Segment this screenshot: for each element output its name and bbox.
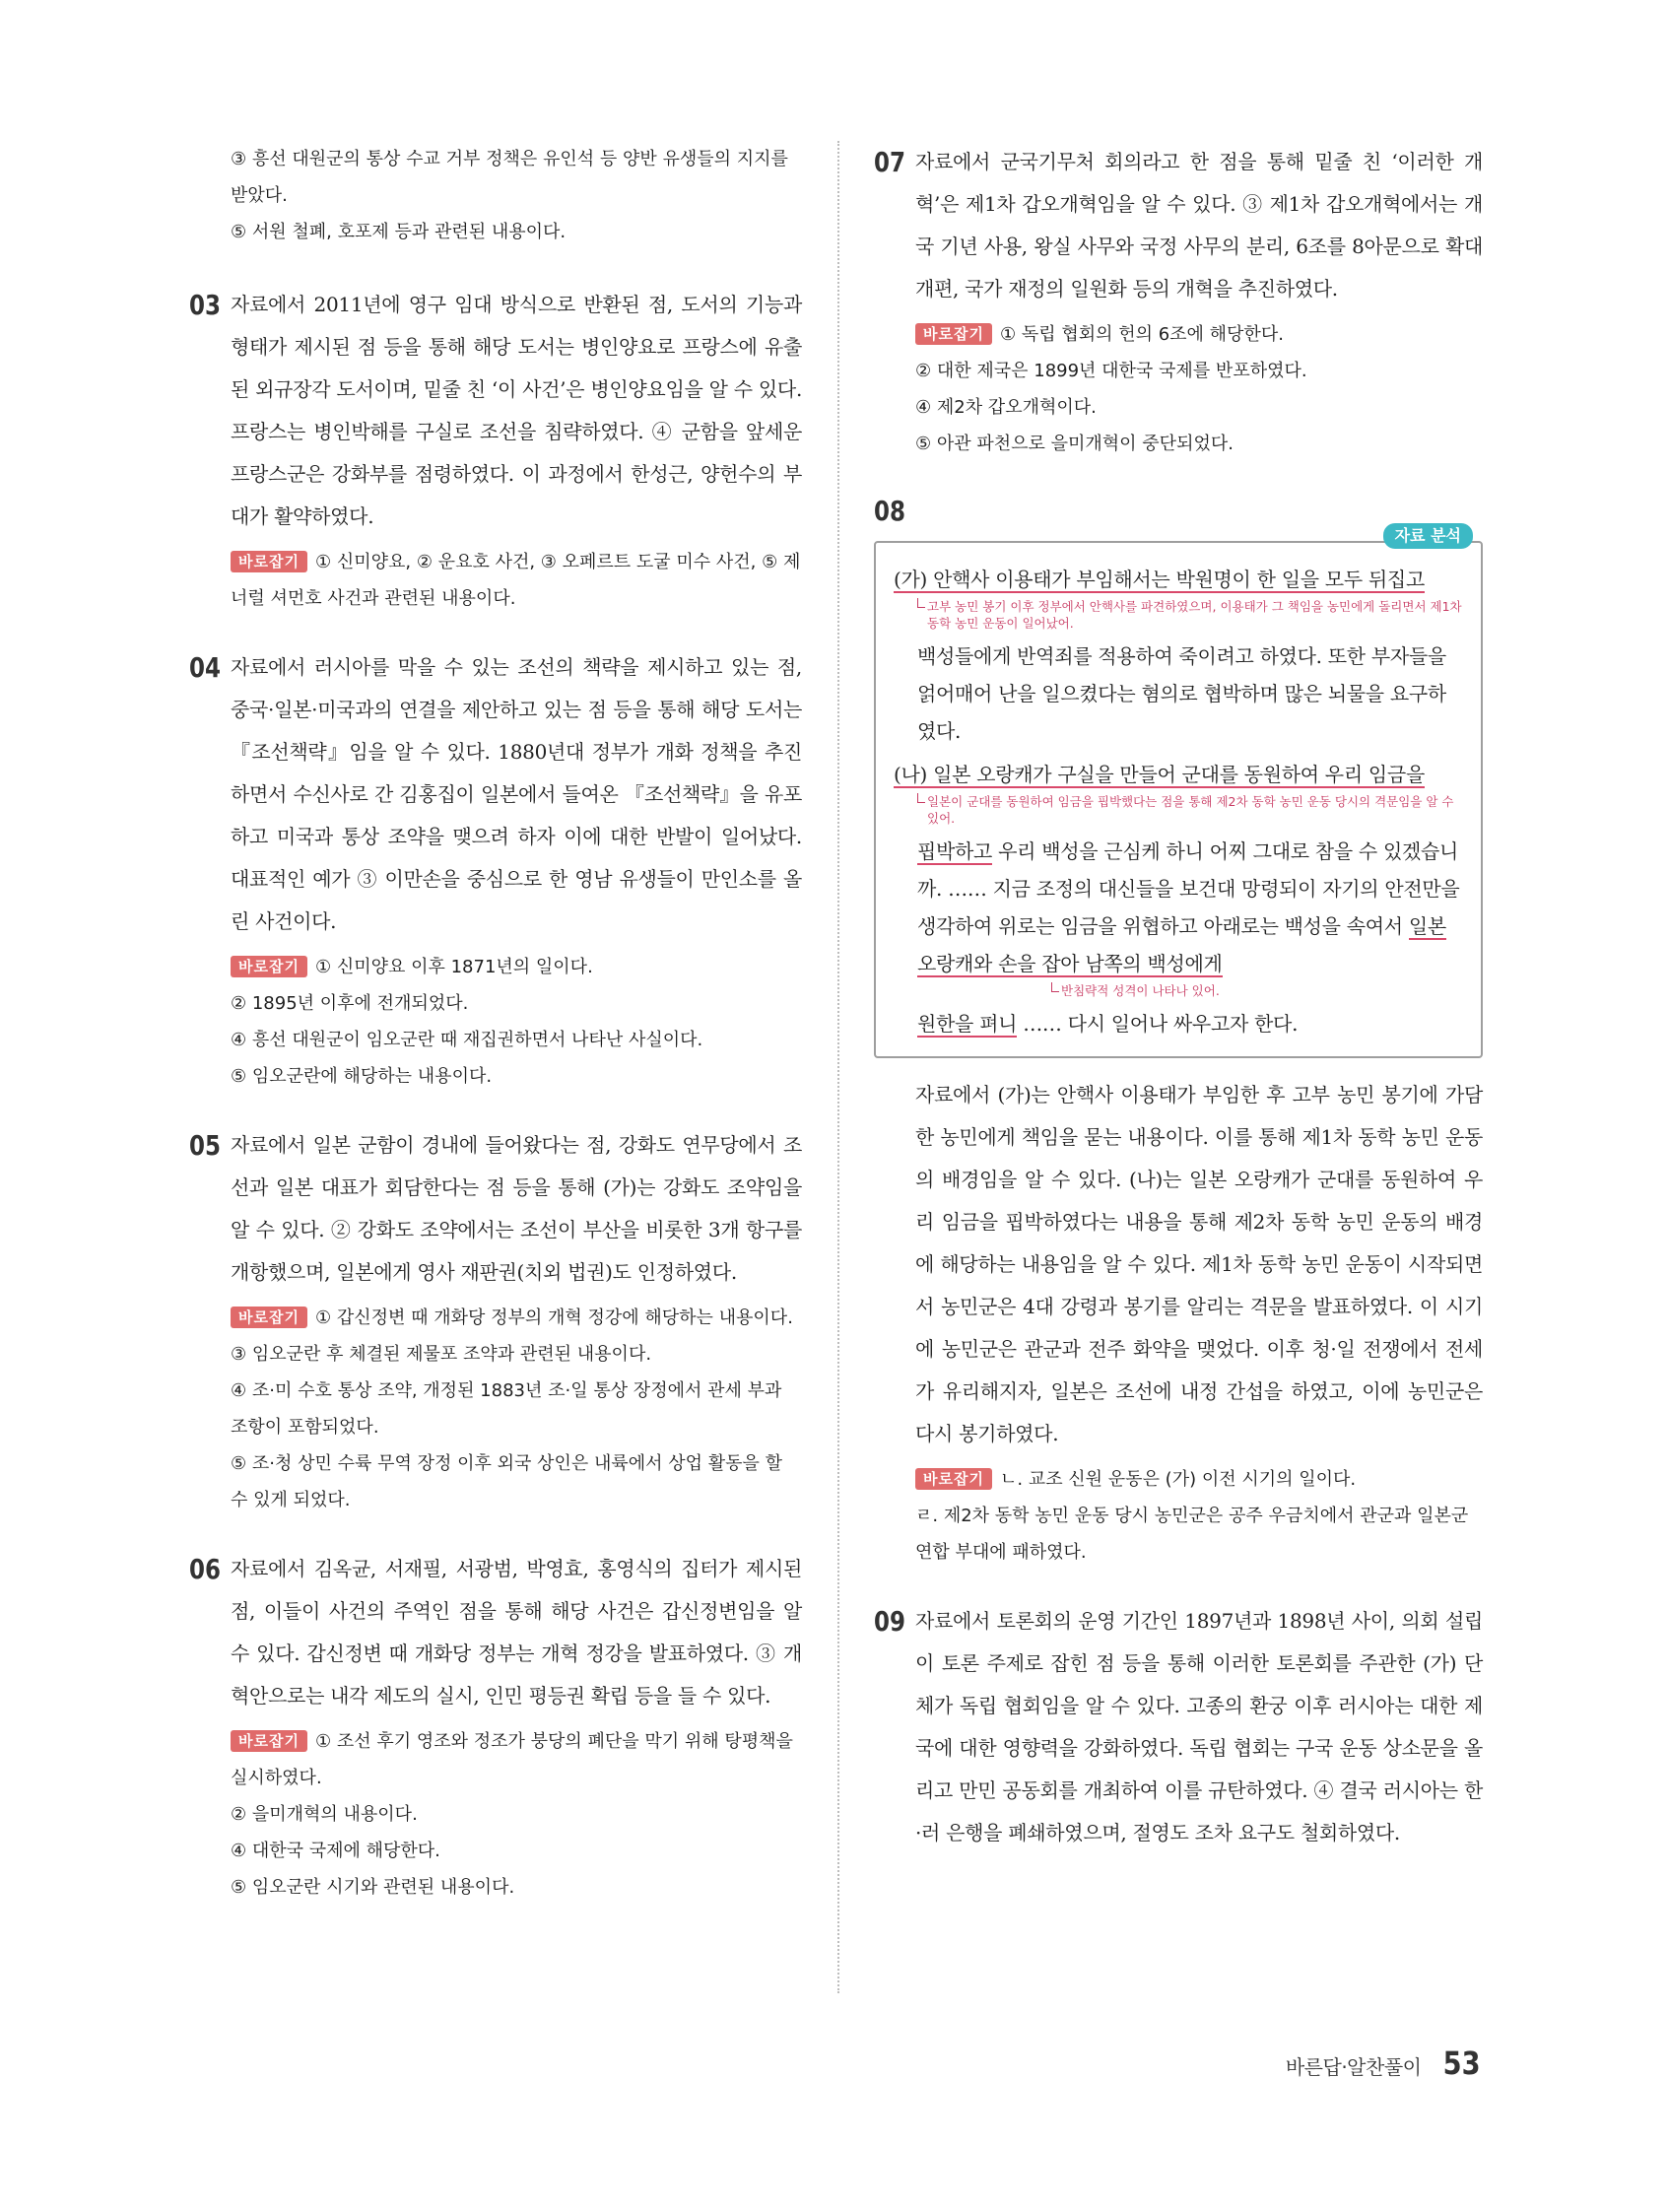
question-08 xyxy=(874,490,1483,1571)
source-na-underline: (나) 일본 오랑캐가 구실을 만들어 군대를 동원하여 우리 임금을 xyxy=(894,763,1425,786)
correction-item: ① 갑신정변 때 개화당 정부의 개혁 정강에 해당하는 내용이다. xyxy=(314,1307,793,1328)
correction-item: ㄹ. 제2차 동학 농민 운동 당시 농민군은 공주 우금치에서 관군과 일본군 연합 부대에 패하였다. xyxy=(915,1506,1469,1563)
correction-badge: 바로잡기 xyxy=(231,1307,307,1328)
source-na-text: 우리 백성을 근심케 하니 어찌 그대로 참을 수 있겠습니까. …… 지금 조정의 대신들을 보건대 망령되이 자기의 안전만을 생각하여 위로는 임금을 위협하고 아래로는 백성을 속여서 xyxy=(917,839,1460,938)
question-number: 03 xyxy=(189,289,221,321)
correction-badge: 바로잡기 xyxy=(915,1468,992,1490)
explanation: 자료에서 군국기무처 회의라고 한 점을 통해 밑줄 친 ‘이러한 개혁’은 제1차 갑오개혁임을 알 수 있다. ③ 제1차 갑오개혁에서는 개국 기년 사용, 왕실 사무와 국정 사무의 분리, 6조를 8아문으로 확대 개편, 국가 재정의 일원화 등의 개혁을 추진하였다. xyxy=(915,150,1483,301)
explanation: 자료에서 2011년에 영구 임대 방식으로 반환된 점, 도서의 기능과 형태가 제시된 점 등을 통해 해당 도서는 병인양요로 프랑스에 유출된 외규장각 도서이며, 밑줄 친 ‘이 사건’은 병인양요임을 알 수 있다. 프랑스는 병인박해를 구실로 조선을 침략하였다. ④ 군함을 앞세운 프랑스군은 강화부를 점령하였다. 이 과정에서 한성근, 양헌수의 부대가 활약하였다. xyxy=(231,293,802,528)
correction-item: ④ 조·미 수호 통상 조약, 개정된 1883년 조·일 통상 장정에서 관세 부과 조항이 포함되었다. xyxy=(231,1380,782,1438)
top-notes xyxy=(189,141,802,250)
annotation-na-1: 일본이 군대를 동원하여 임금을 핍박했다는 점을 통해 제2차 동학 농민 운동 당시의 격문임을 알 수 있어. xyxy=(917,793,1463,827)
column-divider xyxy=(837,141,839,1993)
annotation-na-2: 반침략적 성격이 나타나 있어. xyxy=(1051,982,1463,999)
explanation: 자료에서 일본 군함이 경내에 들어왔다는 점, 강화도 연무당에서 조선과 일본 대표가 회담한다는 점 등을 통해 (가)는 강화도 조약임을 알 수 있다. ② 강화도 조약에서는 조선이 부산을 비롯한 3개 항구를 개항했으며, 일본에게 영사 재판권(치외 법권)도 인정하였다. xyxy=(231,1133,802,1284)
correction-block xyxy=(231,544,802,617)
source-na-line xyxy=(894,756,1463,793)
correction-item: ⑤ 아관 파천으로 을미개혁이 중단되었다. xyxy=(915,434,1234,454)
question-number: 07 xyxy=(874,146,905,178)
question-06 xyxy=(189,1548,802,1906)
source-ga-line xyxy=(894,561,1463,598)
annotation-ga: 고부 농민 봉기 이후 정부에서 안핵사를 파견하였으며, 이용태가 그 책임을 농민에게 돌리면서 제1차 동학 농민 운동이 일어났어. xyxy=(917,598,1463,632)
correction-item: ② 1895년 이후에 전개되었다. xyxy=(231,993,469,1014)
correction-block xyxy=(915,316,1483,462)
correction-item: ③ 임오군란 후 체결된 제물포 조약과 관련된 내용이다. xyxy=(231,1344,652,1365)
page-number: 53 xyxy=(1443,2044,1481,2082)
analysis-tag: 자료 분석 xyxy=(1383,523,1473,549)
correction-item: ② 대한 제국은 1899년 대한국 국제를 반포하였다. xyxy=(915,361,1307,381)
correction-item: ② 을미개혁의 내용이다. xyxy=(231,1804,418,1825)
footer-label: 바른답·알찬풀이 xyxy=(1285,2055,1422,2079)
correction-block xyxy=(231,949,802,1095)
source-na-underline: 핍박하고 xyxy=(917,839,993,863)
correction-badge: 바로잡기 xyxy=(231,551,307,572)
question-05 xyxy=(189,1124,802,1518)
source-na-end xyxy=(894,1005,1463,1042)
correction-item: ㄴ. 교조 신원 운동은 (가) 이전 시기의 일이다. xyxy=(999,1469,1357,1490)
question-number: 05 xyxy=(189,1129,221,1162)
source-analysis-box xyxy=(874,526,1483,1058)
correction-block xyxy=(874,1461,1483,1571)
explanation: 자료에서 (가)는 안핵사 이용태가 부임한 후 고부 농민 봉기에 가담한 농민에게 책임을 묻는 내용이다. 이를 통해 제1차 동학 농민 운동의 배경임을 알 수 있다. (나)는 일본 오랑캐가 군대를 동원하여 우리 임금을 핍박하였다는 내용을 통해 제2차 동학 농민 운동의 배경에 해당하는 내용임을 알 수 있다. 제1차 동학 농민 운동이 시작되면서 농민군은 4대 강령과 봉기를 알리는 격문을 발표하였다. 이 시기에 농민군은 관군과 전주 화약을 맺었다. 이후 청·일 전쟁에서 전세가 유리해지자, 일본은 조선에 내정 간섭을 하였고, 이에 농민군은 다시 봉기하였다. xyxy=(915,1083,1483,1445)
correction-badge: 바로잡기 xyxy=(231,956,307,977)
question-number: 06 xyxy=(189,1553,221,1585)
question-number: 08 xyxy=(874,495,905,527)
correction-item: ⑤ 조·청 상민 수륙 무역 장정 이후 외국 상인은 내륙에서 상업 활동을 할 수 있게 되었다. xyxy=(231,1453,782,1510)
question-09 xyxy=(874,1600,1483,1854)
correction-item: ⑤ 임오군란에 해당하는 내용이다. xyxy=(231,1066,493,1087)
correction-item: ④ 제2차 갑오개혁이다. xyxy=(915,397,1097,418)
question-03 xyxy=(189,284,802,617)
question-number: 04 xyxy=(189,651,221,684)
explanation: 자료에서 토론회의 운영 기간인 1897년과 1898년 사이, 의회 설립이 토론 주제로 잡힌 점 등을 통해 이러한 토론회를 주관한 (가) 단체가 독립 협회임을 알 수 있다. 고종의 환궁 이후 러시아는 대한 제국에 대한 영향력을 강화하였다. 독립 협회는 구국 운동 상소문을 올리고 만민 공동회를 개최하여 이를 규탄하였다. ④ 결국 러시아는 한·러 은행을 폐쇄하였으며, 절영도 조차 요구도 철회하였다. xyxy=(915,1609,1483,1844)
right-column xyxy=(874,141,1483,1854)
correction-item: ① 신미양요, ② 운요호 사건, ③ 오페르트 도굴 미수 사건, ⑤ 제너럴 셔먼호 사건과 관련된 내용이다. xyxy=(231,552,801,609)
source-na-middle xyxy=(894,833,1463,982)
top-note: ⑤ 서원 철폐, 호포제 등과 관련된 내용이다. xyxy=(231,222,567,242)
left-column xyxy=(189,141,802,1906)
top-note: ③ 흥선 대원군의 통상 수교 거부 정책은 유인석 등 양반 유생들의 지지를 받았다. xyxy=(231,149,788,206)
page-footer xyxy=(1286,2044,1481,2082)
explanation: 자료에서 러시아를 막을 수 있는 조선의 책략을 제시하고 있는 점, 중국·일본·미국과의 연결을 제안하고 있는 점 등을 통해 해당 도서는 『조선책략』임을 알 수 있다. 1880년대 정부가 개화 정책을 추진하면서 수신사로 간 김홍집이 일본에서 들여온 『조선책략』을 유포하고 미국과 통상 조약을 맺으려 하자 이에 대한 반발이 일어났다. 대표적인 예가 ③ 이만손을 중심으로 한 영남 유생들이 만인소를 올린 사건이다. xyxy=(231,655,802,933)
explanation: 자료에서 김옥균, 서재필, 서광범, 박영효, 홍영식의 집터가 제시된 점, 이들이 사건의 주역인 점을 통해 해당 사건은 갑신정변임을 알 수 있다. 갑신정변 때 개화당 정부는 개혁 정강을 발표하였다. ③ 개혁안으로는 내각 제도의 실시, 인민 평등권 확립 등을 들 수 있다. xyxy=(231,1557,802,1708)
correction-badge: 바로잡기 xyxy=(915,323,992,345)
question-07 xyxy=(874,141,1483,462)
source-ga-rest: 백성들에게 반역죄를 적용하여 죽이려고 하였다. 또한 부자들을 얽어매어 난을 일으켰다는 혐의로 협박하며 많은 뇌물을 요구하였다. xyxy=(917,644,1446,743)
correction-item: ① 신미양요 이후 1871년의 일이다. xyxy=(314,957,593,977)
correction-item: ① 독립 협회의 헌의 6조에 해당한다. xyxy=(999,324,1284,345)
correction-item: ④ 흥선 대원군이 임오군란 때 재집권하면서 나타난 사실이다. xyxy=(231,1030,703,1050)
correction-item: ④ 대한국 국제에 해당한다. xyxy=(231,1841,440,1861)
source-na-text: …… 다시 일어나 싸우고자 한다. xyxy=(1017,1012,1299,1036)
correction-item: ⑤ 임오군란 시기와 관련된 내용이다. xyxy=(231,1877,515,1898)
question-number: 09 xyxy=(874,1605,905,1638)
source-ga-underline: (가) 안핵사 이용태가 부임해서는 박원명이 한 일을 모두 뒤집고 xyxy=(894,568,1425,591)
correction-badge: 바로잡기 xyxy=(231,1730,307,1752)
correction-block xyxy=(231,1723,802,1906)
source-na-underline: 일본 오랑캐와 손을 잡아 남쪽의 백성에게 xyxy=(917,914,1446,975)
correction-block xyxy=(231,1300,802,1518)
correction-item: ① 조선 후기 영조와 정조가 붕당의 폐단을 막기 위해 탕평책을 실시하였다. xyxy=(231,1731,793,1788)
source-na-underline: 원한을 펴니 xyxy=(917,1012,1018,1036)
question-04 xyxy=(189,646,802,1095)
